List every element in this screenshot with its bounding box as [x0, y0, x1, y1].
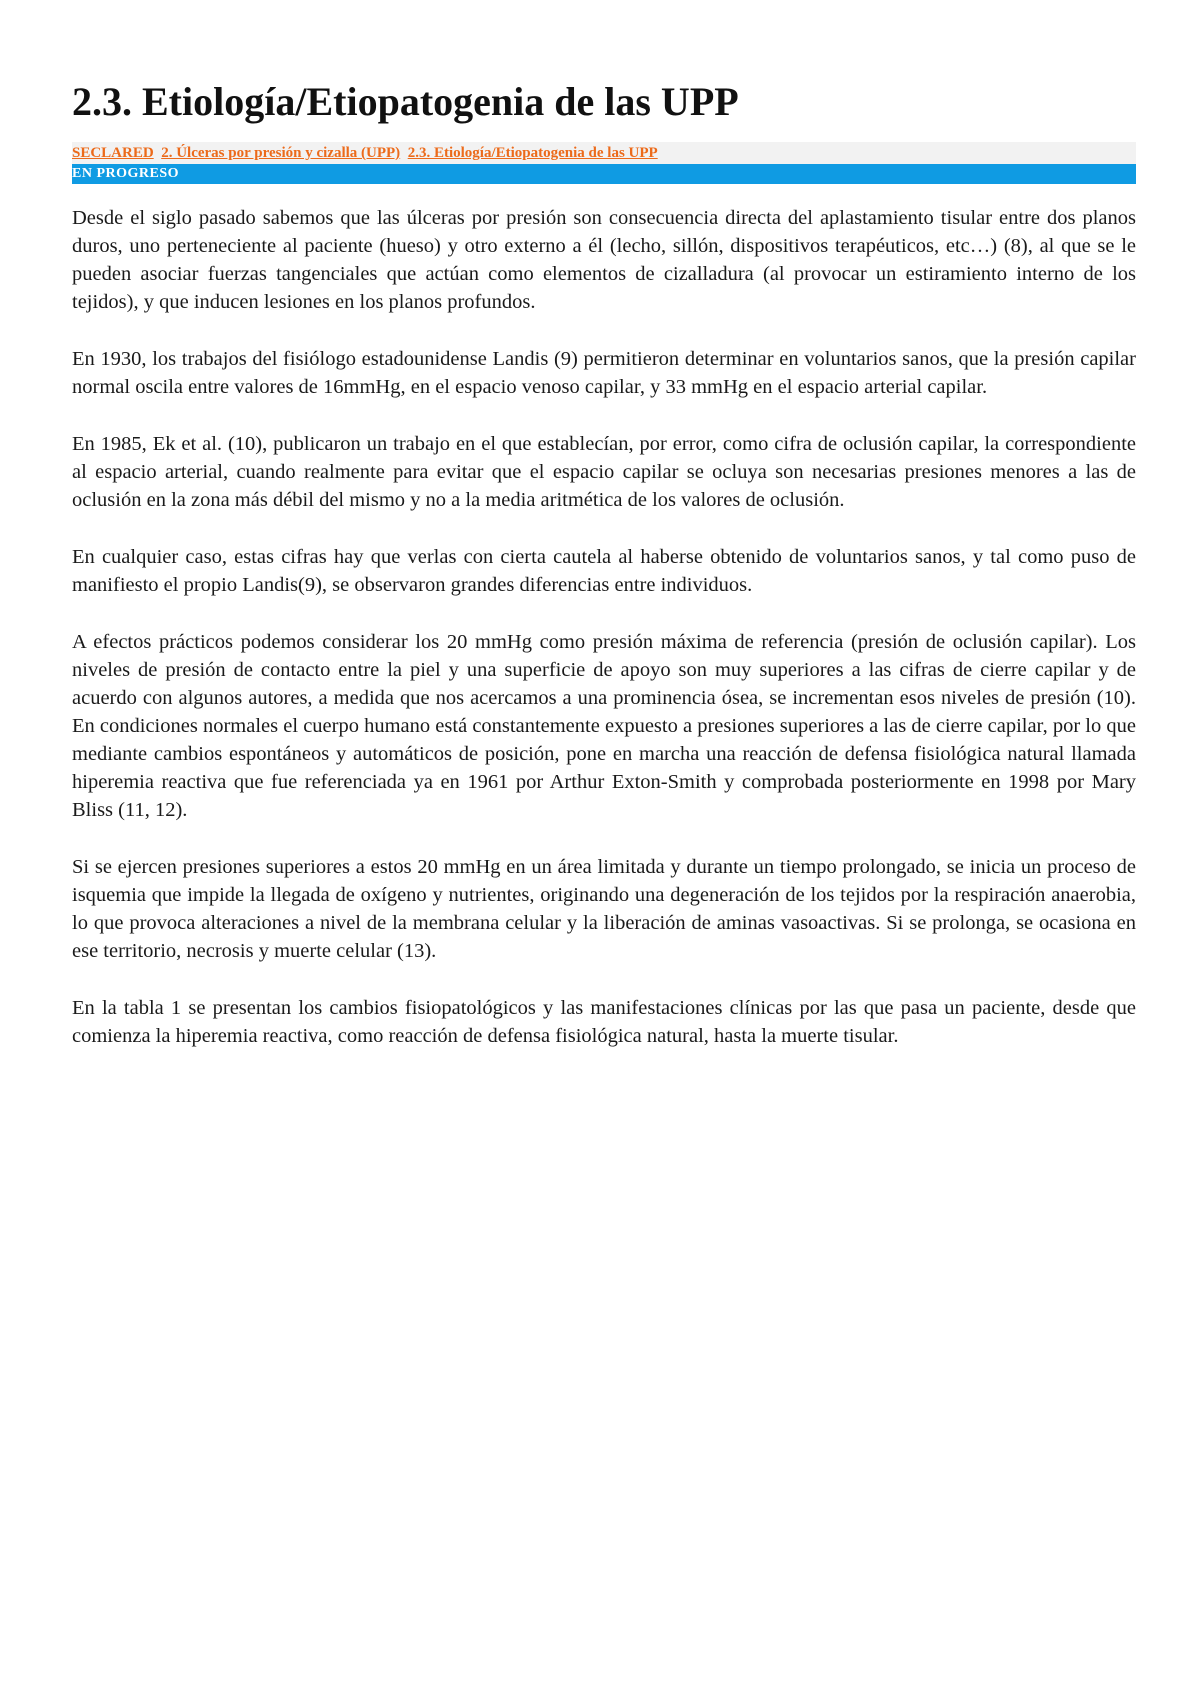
document-page [72, 78, 1136, 1079]
article-body [72, 204, 1136, 1050]
paragraph: Desde el siglo pasado sabemos que las úlceras por presión son consecuencia directa del aplastamiento tisular entre dos planos duros, uno perteneciente al paciente (hueso) y otro externo a él (lecho, sillón, dispositivos terapéuticos, etc…) (8), al que se le pueden asociar fuerzas tangenciales que actúan como elementos de cizalladura (al provocar un estiramiento interno de los tejidos), y que inducen lesiones en los planos profundos. [72, 207, 1136, 313]
breadcrumb-link-seclared[interactable]: SECLARED [72, 145, 154, 161]
breadcrumb-link-etiologia[interactable]: 2.3. Etiología/Etiopatogenia de las UPP [407, 145, 658, 161]
paragraph: A efectos prácticos podemos considerar los 20 mmHg como presión máxima de referencia (presión de oclusión capilar). Los niveles de presión de contacto entre la piel y una superficie de apoyo son muy superiores a las cifras de cierre capilar y de acuerdo con algunos autores, a medida que nos acercamos a una prominencia ósea, se incrementan esos niveles de presión (10). En condiciones normales el cuerpo humano está constantemente expuesto a presiones superiores a las de cierre capilar, por lo que mediante cambios espontáneos y automáticos de posición, pone en marcha una reacción de defensa fisiológica natural llamada hiperemia reactiva que fue referenciada ya en 1961 por Arthur Exton-Smith y comprobada posteriormente en 1998 por Mary Bliss (11, 12). [72, 631, 1136, 821]
paragraph: Si se ejercen presiones superiores a estos 20 mmHg en un área limitada y durante un tiempo prolongado, se inicia un proceso de isquemia que impide la llegada de oxígeno y nutrientes, originando una degeneración de los tejidos por la respiración anaerobia, lo que provoca alteraciones a nivel de la membrana celular y la liberación de aminas vasoactivas. Si se prolonga, se ocasiona en ese territorio, necrosis y muerte celular (13). [72, 856, 1136, 962]
breadcrumb-separator [400, 145, 408, 161]
breadcrumb-link-ulceras[interactable]: 2. Úlceras por presión y cizalla (UPP) [161, 145, 401, 161]
paragraph: En la tabla 1 se presentan los cambios fisiopatológicos y las manifestaciones clínicas por las que pasa un paciente, desde que comienza la hiperemia reactiva, como reacción de defensa fisiológica natural, hasta la muerte tisular. [72, 997, 1136, 1047]
paragraph: En cualquier caso, estas cifras hay que verlas con cierta cautela al haberse obtenido de voluntarios sanos, y tal como puso de manifiesto el propio Landis(9), se observaron grandes diferencias entre individuos. [72, 546, 1136, 596]
breadcrumb [72, 142, 1136, 164]
paragraph: En 1985, Ek et al. (10), publicaron un trabajo en el que establecían, por error, como cifra de oclusión capilar, la correspondiente al espacio arterial, cuando realmente para evitar que el espacio capilar se ocluya son necesarias presiones menores a las de oclusión en la zona más débil del mismo y no a la media aritmética de los valores de oclusión. [72, 433, 1136, 511]
paragraph: En 1930, los trabajos del fisiólogo estadounidense Landis (9) permitieron determinar en voluntarios sanos, que la presión capilar normal oscila entre valores de 16mmHg, en el espacio venoso capilar, y 33 mmHg en el espacio arterial capilar. [72, 348, 1136, 398]
status-badge: EN PROGRESO [72, 164, 1136, 184]
page-title: 2.3. Etiología/Etiopatogenia de las UPP [72, 79, 739, 124]
